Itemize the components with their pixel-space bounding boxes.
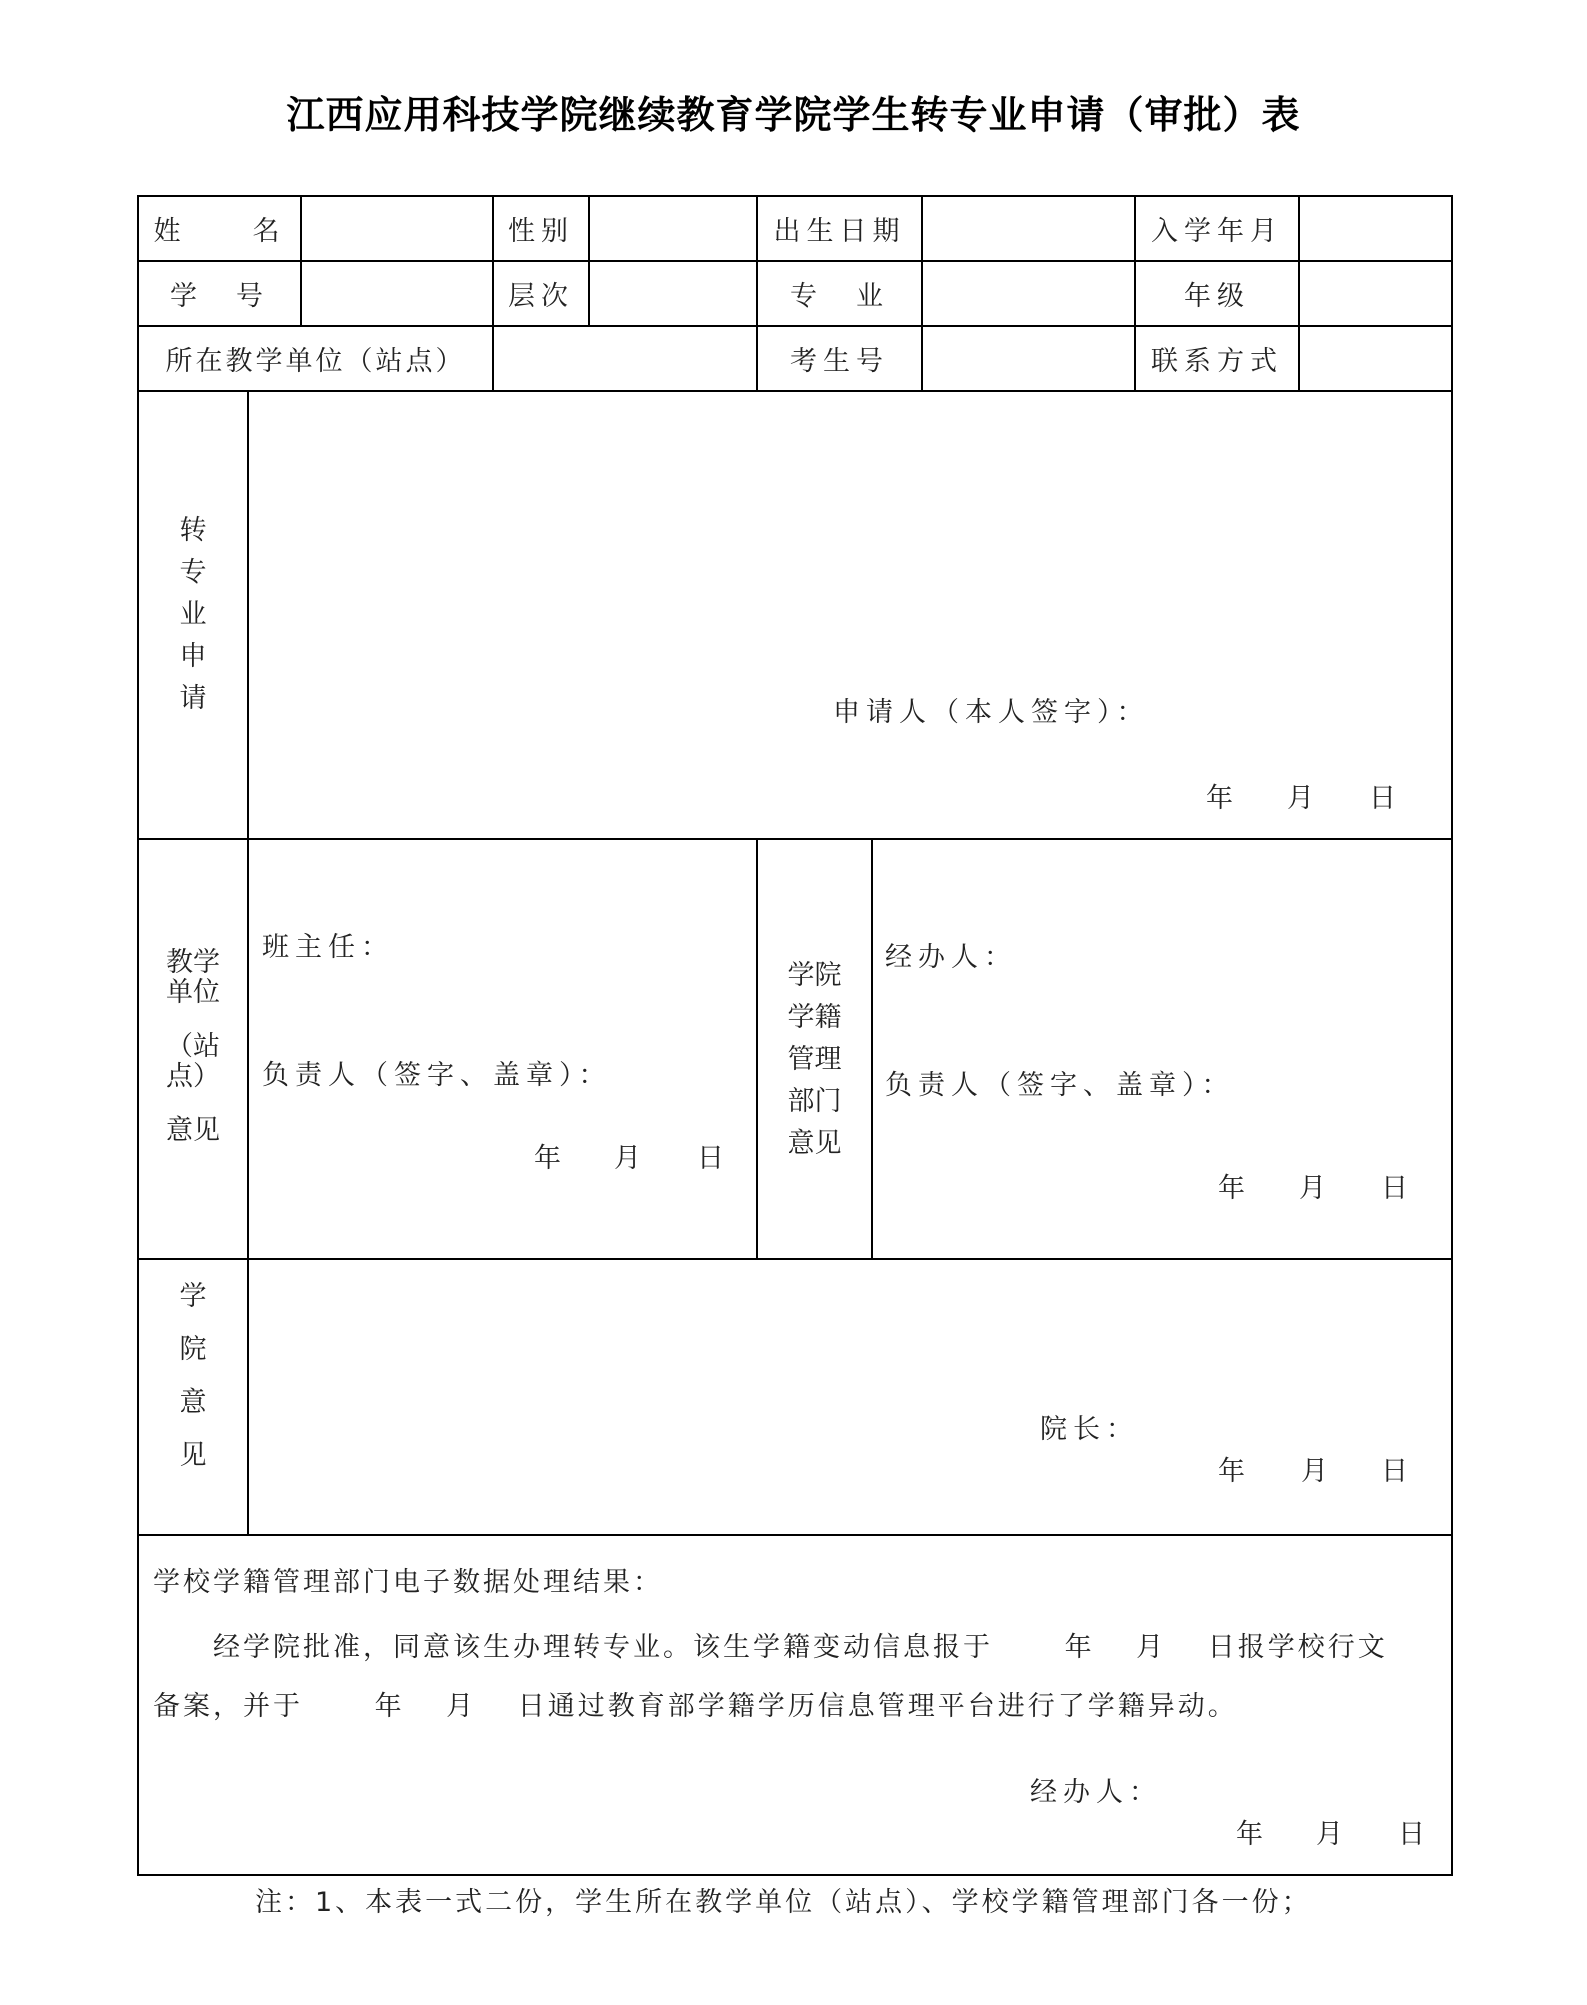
teaching-unit-field[interactable] [494,327,756,390]
school-result-line-2: 备案，并于 年 月 日通过教育部学籍学历信息管理平台进行了学籍异动。 [153,1691,1238,1722]
unit-date-year: 年 [534,1143,567,1174]
side-line: 点） [166,1061,220,1092]
footnote: 注：1、本表一式二份，学生所在教学单位（站点）、学校学籍管理部门各一份； [255,1887,1312,1918]
college-date-year: 年 [1218,1456,1251,1487]
gender-field[interactable] [590,197,756,260]
grade-field[interactable] [1300,262,1451,325]
contact-field[interactable] [1300,327,1451,390]
exam-number-field[interactable] [923,327,1134,390]
unit-date-month: 月 [614,1143,647,1174]
unit-date-day: 日 [697,1143,730,1174]
side-char: 请 [179,683,207,714]
unit-responsible-label: 负责人（签字、盖章）： [262,1060,612,1091]
side-char: 转 [179,515,207,546]
application-side-label [139,392,247,838]
gender-label: 性别 [508,216,574,247]
side-line: 意见 [166,1115,220,1146]
college-opinion-side-label [139,1270,247,1482]
side-line: 管理 [787,1044,842,1075]
school-handler-label: 经办人： [1030,1777,1162,1808]
registry-date-month: 月 [1299,1173,1332,1204]
side-line: 学院 [787,960,842,991]
side-line: 见 [179,1440,207,1471]
registry-handler-label: 经办人： [885,942,1017,973]
school-date-month: 月 [1316,1819,1349,1850]
application-reason-area[interactable] [249,392,1451,672]
school-date-year: 年 [1236,1819,1269,1850]
table-border-bottom [137,1874,1453,1876]
class-teacher-field[interactable] [390,920,750,964]
applicant-signature-label: 申请人（本人签字）： [833,697,1150,728]
unit-opinion-side-label [139,948,247,1146]
exam-number-label: 考生号 [790,346,889,377]
side-line: （站 [166,1031,220,1062]
registry-date-day: 日 [1381,1173,1414,1204]
name-label: 姓 名 [153,216,286,247]
school-result-heading: 学校学籍管理部门电子数据处理结果： [153,1567,663,1598]
form-title: 江西应用科技学院继续教育学院学生转专业申请（审批）表 [286,93,1301,137]
side-line: 学籍 [787,1002,842,1033]
college-date-month: 月 [1301,1456,1334,1487]
name-field[interactable] [302,197,492,260]
major-label: 专 业 [790,281,889,312]
side-line: 学 [179,1281,207,1312]
side-line: 部门 [787,1086,842,1117]
level-field[interactable] [590,262,756,325]
enroll-date-label: 入学年月 [1151,216,1283,247]
table-row-divider [137,838,1453,840]
teaching-unit-label: 所在教学单位（站点） [165,346,466,377]
birth-date-label: 出生日期 [773,216,906,247]
side-line: 教学 [166,947,220,978]
student-id-label: 学 号 [170,281,269,312]
class-teacher-label: 班主任： [262,932,394,963]
side-line: 单位 [166,977,220,1008]
side-char: 专 [179,557,207,588]
enroll-date-field[interactable] [1300,197,1451,260]
major-field[interactable] [923,262,1134,325]
student-id-field[interactable] [302,262,492,325]
side-char: 申 [179,641,207,672]
school-result-line-1: 经学院批准，同意该生办理转专业。该生学籍变动信息报于 年 月 日报学校行文 [213,1632,1388,1663]
side-line: 意 [179,1387,207,1418]
table-col-divider [871,838,873,1258]
birth-date-field[interactable] [923,197,1134,260]
side-line: 意见 [787,1128,842,1159]
contact-label: 联系方式 [1151,346,1283,377]
level-label: 层次 [508,281,574,312]
school-date-day: 日 [1398,1819,1431,1850]
dean-label: 院长： [1040,1414,1139,1445]
college-opinion-area[interactable] [249,1260,1451,1400]
registry-responsible-label: 负责人（签字、盖章）： [885,1070,1235,1101]
college-date-day: 日 [1381,1456,1414,1487]
registry-opinion-side-label [758,955,871,1165]
registry-date-year: 年 [1218,1173,1251,1204]
application-date-year: 年 [1206,783,1239,814]
application-date-day: 日 [1369,783,1402,814]
application-date-month: 月 [1287,783,1320,814]
grade-label: 年级 [1184,281,1250,312]
table-row-divider [137,1534,1453,1536]
table-border-right [1451,195,1453,1876]
side-char: 业 [179,599,207,630]
registry-handler-field[interactable] [1000,930,1440,974]
side-line: 院 [179,1334,207,1365]
